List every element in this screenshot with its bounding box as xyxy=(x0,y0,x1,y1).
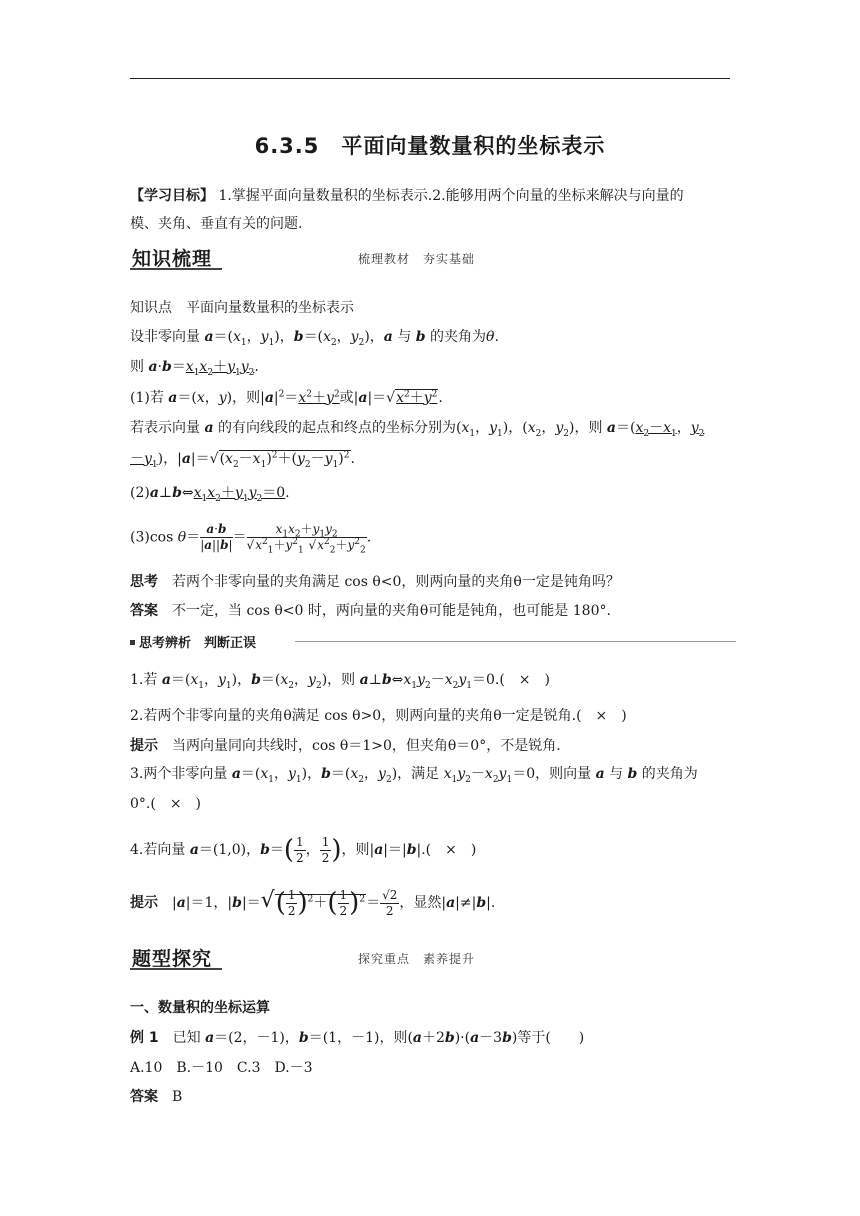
section-header-topics xyxy=(130,944,475,974)
answer-label: 答案 xyxy=(130,603,158,619)
topic-heading: 一、数量积的坐标运算 xyxy=(130,1000,270,1016)
judge-item-4: 4.若向量 a＝(1,0)，b＝( $\frac{1}{2}$ ， $\frac{1}{2}$ )，则|a|＝|b|.( × ) xyxy=(130,834,477,865)
discrimination-label: 思考辨析 判断正误 xyxy=(130,632,256,651)
think-text: 若两个非零向量的夹角满足 cos θ<0，则两向量的夹角θ一定是钝角吗？ xyxy=(172,574,620,590)
section-underline-2 xyxy=(130,968,222,970)
example-line: 例 1 已知 a＝(2，－1)，b＝(1，－1)，则(a＋2b)·(a－3b)等于( ) xyxy=(130,1030,585,1046)
formula-line-dot: 则 $a\cdot b=x_1x_2+y_1y_2$. xyxy=(130,359,259,378)
objectives-line-2: 模、夹角、垂直有关的问题. xyxy=(130,216,303,232)
example-label: 例 1 xyxy=(130,1030,159,1046)
hint-line-4: 提示 |a|＝1，|b|＝√( $\frac{1}{2}$ )$^2$＋( $\frac{1}{2}$ )$^2$＝ $\frac{√2}{2}$ ，显然|a|≠|b|. xyxy=(130,887,496,918)
square-bullet-icon xyxy=(130,640,135,645)
formula-line-def: 设非零向量 $a=(x_1$，$y_1$)，$b=(x_2$，$y_2$)，a 与 b 的夹角为θ. xyxy=(130,329,499,348)
hint-label: 提示 xyxy=(130,738,158,754)
discrimination-header xyxy=(130,632,736,652)
section-underline xyxy=(130,268,222,270)
answer-line xyxy=(130,601,611,621)
formula-line-segment-1: 若表示向量 a 的有向线段的起点和终点的坐标分别为($x_1$，$y_1$)，($x_2$，$y_2$)，则 $a=(x_2-x_1$，$y_2$ xyxy=(130,420,705,439)
hint-line-2 xyxy=(130,736,561,756)
hint-text-2: 当两向量同向共线时，cos θ＝1>0，但夹角θ＝0°，不是锐角. xyxy=(172,738,561,754)
answer-text: 不一定，当 cos θ<0 时，两向量的夹角θ可能是钝角，也可能是 180°. xyxy=(172,603,611,619)
formula-line-perpendicular: $(2)a\perp b\Leftrightarrow x_1x_2+y_1y_2=0$. xyxy=(130,485,290,504)
knowledge-heading: 知识点 平面向量数量积的坐标表示 xyxy=(130,300,354,316)
cos-fraction-1: $\frac{a\cdot b}{|a||b|}$ xyxy=(200,522,233,552)
page-title: 6.3.5 平面向量数量积的坐标表示 xyxy=(254,134,606,158)
objectives-line-1 xyxy=(130,186,684,206)
section-title: 知识梳理 xyxy=(132,248,213,270)
section-subtitle: 梳理教材 夯实基础 xyxy=(357,252,475,266)
header-rule xyxy=(130,78,730,79)
objectives-label: 【学习目标】 xyxy=(130,188,214,204)
example-answer-line xyxy=(130,1087,182,1107)
formula-line-modulus: (1)若 a＝(x，y)，则$|a|^2=x^2+y^2$或$|a|=√x^2+y^2$. xyxy=(130,389,443,406)
judge-item-3b: 0°.( × ) xyxy=(130,796,202,812)
formula-line-cosine: (3)cos θ＝ $\frac{a\cdot b}{|a||b|}$ ＝ $\frac{x_1x_2+y_1y_2}{√x^2_1+y^2_1 √x^2_2+y^2_2}$ . xyxy=(130,522,372,556)
example-options: A.10 B.－10 C.3 D.－3 xyxy=(130,1060,313,1076)
cos-fraction-2: $\frac{x_1x_2+y_1y_2}{√x^2_1+y^2_1 √x^2_2+y^2_2}$ xyxy=(246,522,366,556)
section-subtitle-2: 探究重点 素养提升 xyxy=(357,952,475,966)
think-label: 思考 xyxy=(130,574,158,590)
formula-line-segment-2: $-y_1$)，$|a|=√(x_2-x_1)^2+(y_2-y_1)^2$. xyxy=(130,450,355,470)
objectives-text-1: 1.掌握平面向量数量积的坐标表示.2.能够用两个向量的坐标来解决与向量的 xyxy=(218,188,684,204)
example-answer-label: 答案 xyxy=(130,1089,158,1105)
discrimination-rule xyxy=(295,641,736,642)
section-header-knowledge xyxy=(130,244,475,274)
example-answer-value: B xyxy=(172,1089,183,1105)
section-title-2: 题型探究 xyxy=(132,948,213,970)
think-line xyxy=(130,572,620,592)
judge-item-3a: 3.两个非零向量 $a=(x_1$，$y_1$)，$b=(x_2$，$y_2$)，满足 $x_1y_2-x_2y_1=0$，则向量 a 与 b 的夹角为 xyxy=(130,766,698,785)
judge-item-2: 2.若两个非零向量的夹角θ满足 cos θ>0，则两向量的夹角θ一定是锐角.( × ) xyxy=(130,708,627,724)
judge-item-1: 1.若 $a=(x_1$，$y_1$)，$b=(x_2$，$y_2$)，则 $a\perp b\Leftrightarrow x_1y_2-x_2y_1=0$.( × ) xyxy=(130,672,550,691)
